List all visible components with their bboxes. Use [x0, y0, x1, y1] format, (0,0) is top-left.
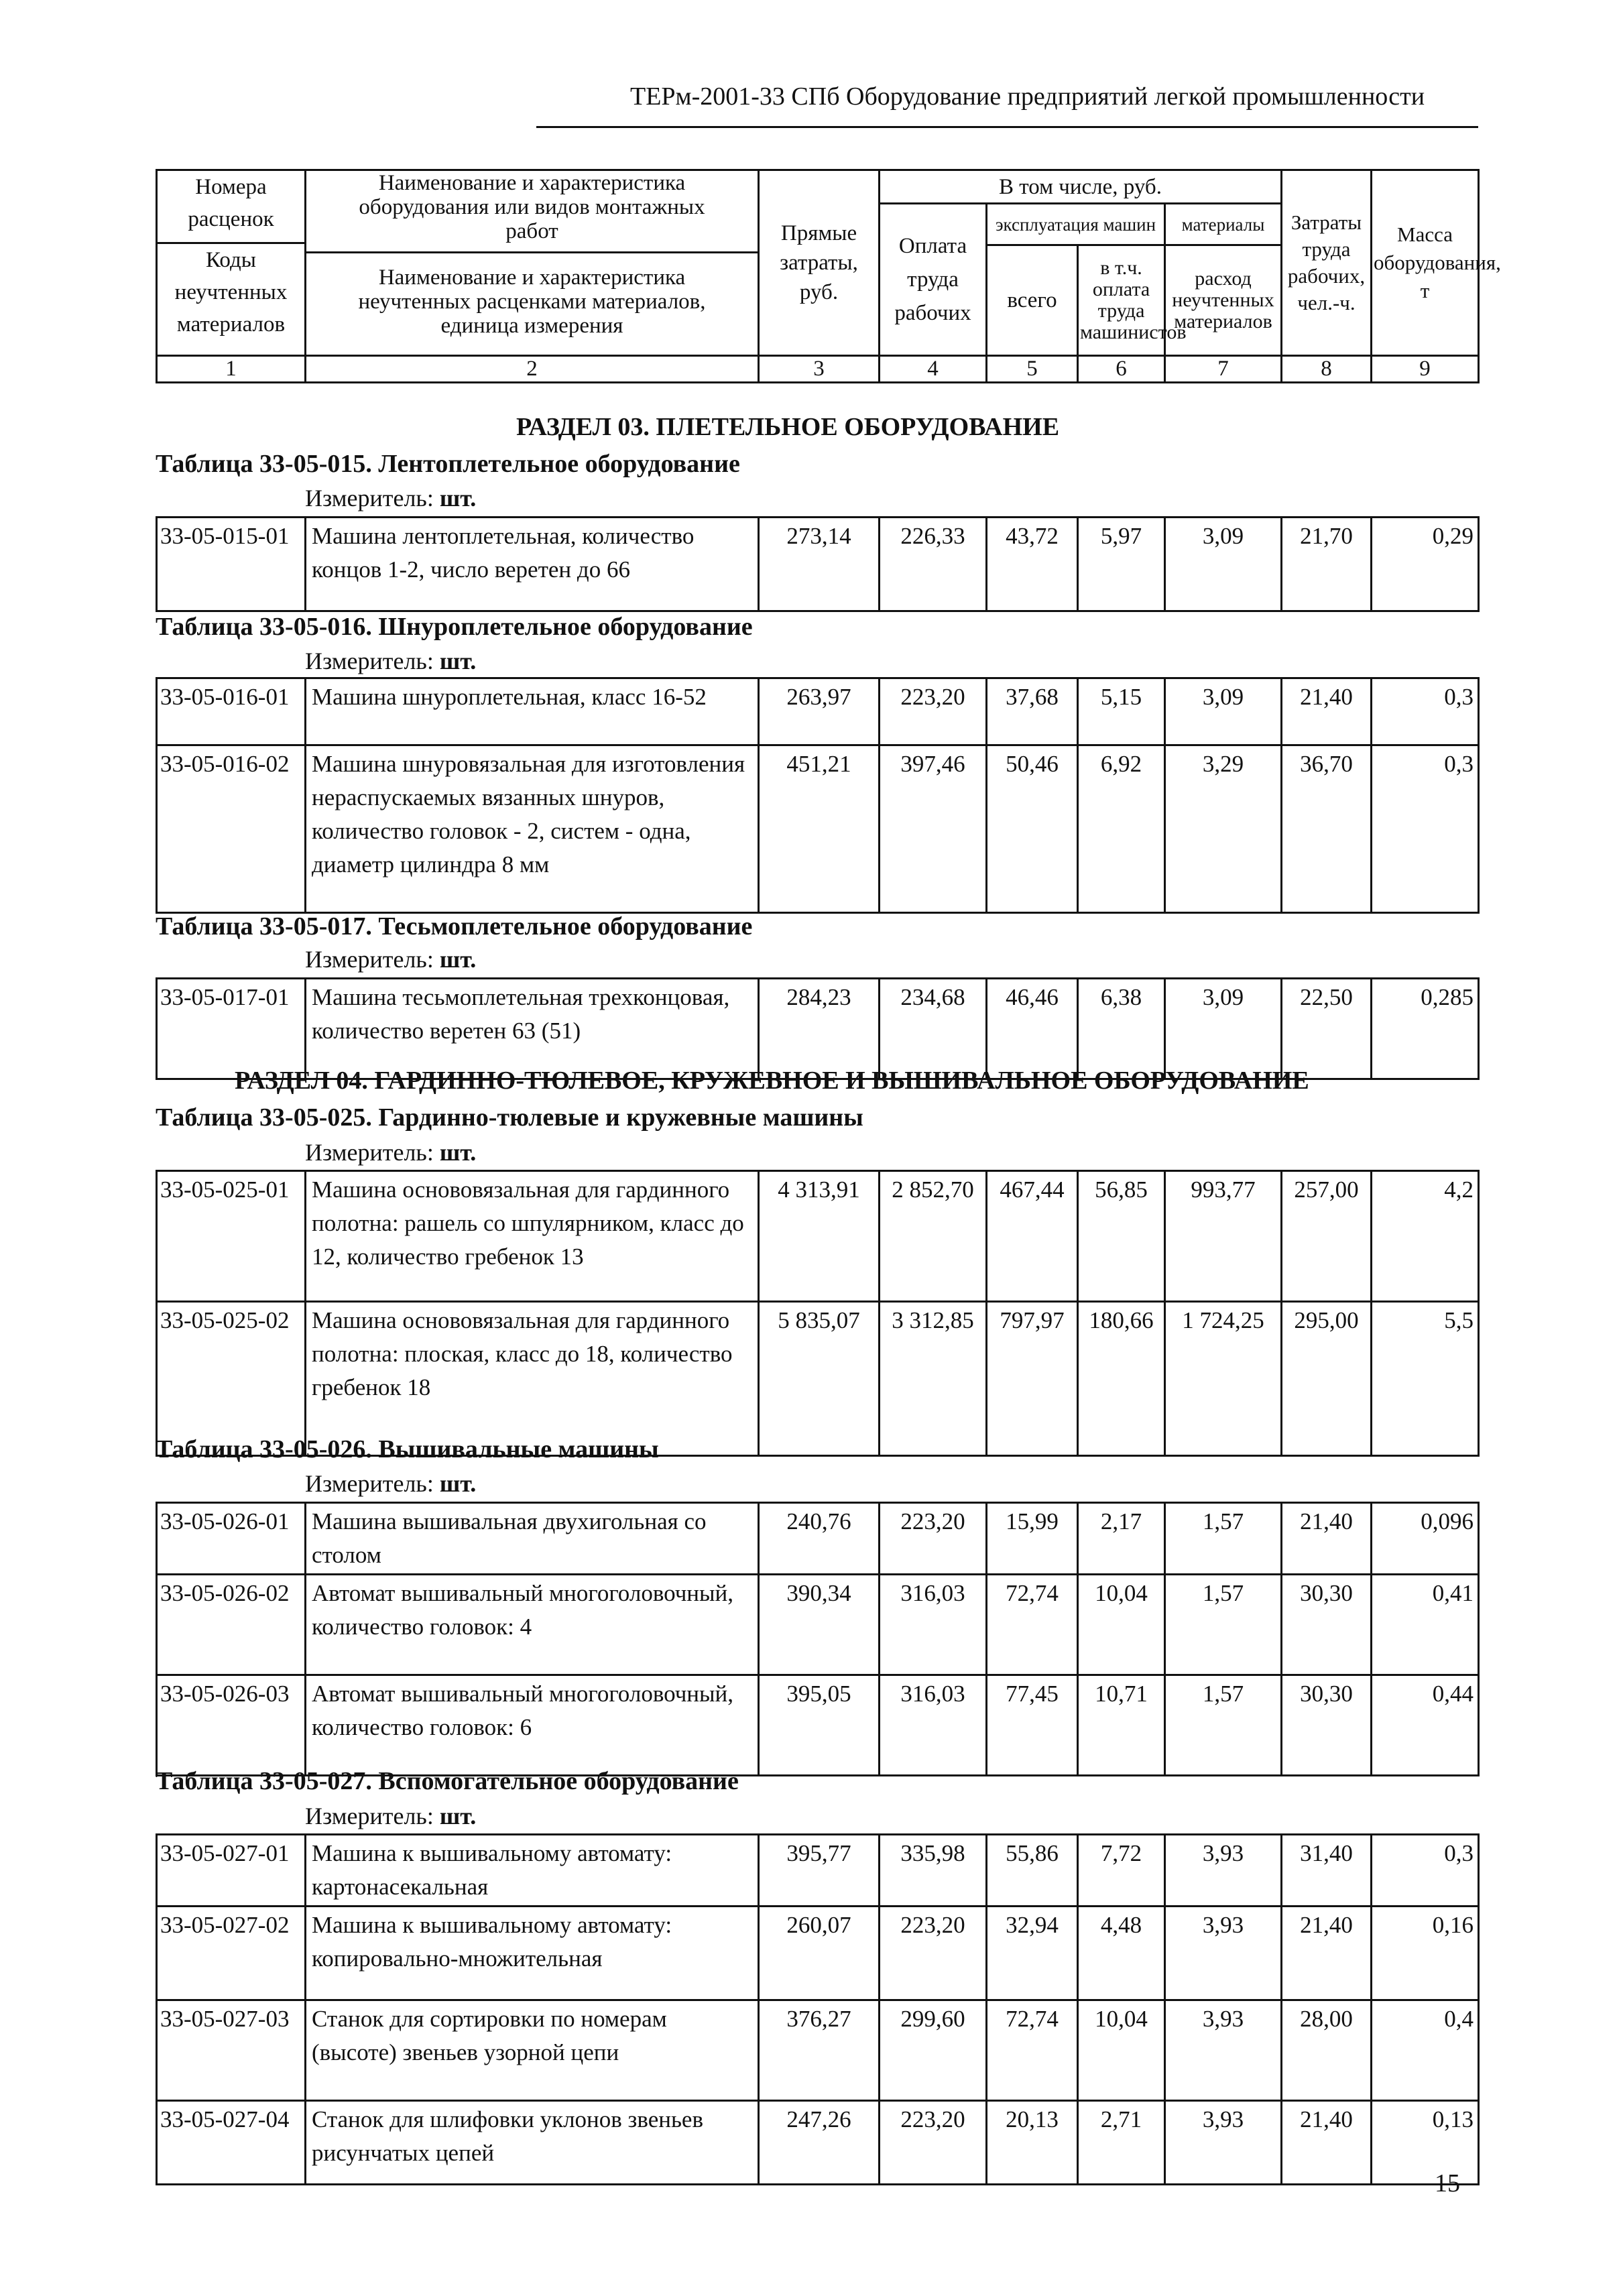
table-row — [157, 518, 1479, 611]
wage-value: 234,68 — [880, 979, 987, 1079]
col-wage-header: Оплата труда рабочих — [880, 204, 987, 356]
col-number: 8 — [1282, 356, 1372, 383]
col-direct-cost-header: Прямые затраты, руб. — [759, 170, 880, 356]
materials-value: 1,57 — [1165, 1575, 1282, 1675]
machines-total-value: 72,74 — [987, 2000, 1078, 2101]
unit-label: Измеритель: — [305, 648, 434, 674]
materials-value: 3,09 — [1165, 518, 1282, 611]
table-row — [157, 1835, 1479, 1907]
table-title: Таблица 33-05-016. Шнуроплетельное оборудование — [156, 613, 753, 641]
materials-value: 3,93 — [1165, 1835, 1282, 1907]
table-title: Таблица 33-05-025. Гардинно-тюлевые и кружевные машины — [156, 1103, 863, 1132]
page-number: 15 — [1435, 2169, 1460, 2197]
table-row — [157, 979, 1479, 1079]
table-title: Таблица 33-05-015. Лентоплетельное оборудование — [156, 450, 740, 478]
table-title: Таблица 33-05-017. Тесьмоплетельное оборудование — [156, 912, 753, 941]
col-machines-total-header: всего — [987, 245, 1078, 356]
labor-hours-value: 21,70 — [1282, 518, 1372, 611]
rate-code: 33-05-025-02 — [157, 1302, 306, 1456]
machines-total-value: 72,74 — [987, 1575, 1078, 1675]
table-row — [157, 1675, 1479, 1776]
col-material-code-label: Коды неучтенных материалов — [174, 248, 288, 337]
labor-hours-value: 21,40 — [1282, 678, 1372, 745]
direct-cost-value: 273,14 — [759, 518, 880, 611]
col-number: 5 — [987, 356, 1078, 383]
materials-value: 3,93 — [1165, 2101, 1282, 2185]
equipment-name: Машина основовязальная для гардинного полотна: рашель со шпулярником, класс до 12, количество гребенок 13 — [306, 1171, 759, 1302]
direct-cost-value: 284,23 — [759, 979, 880, 1079]
table-row — [157, 1302, 1479, 1456]
price-table — [156, 1502, 1480, 1776]
page-header: ТЕРм-2001-33 СПб Оборудование предприятий легкой промышленности — [630, 82, 1425, 111]
labor-hours-value: 21,40 — [1282, 1907, 1372, 2000]
unit-line — [305, 945, 476, 973]
materials-value: 3,93 — [1165, 1907, 1282, 2000]
wage-value: 397,46 — [880, 745, 987, 913]
direct-cost-value: 260,07 — [759, 1907, 880, 2000]
equipment-name: Машина шнуроплетельная, класс 16-52 — [306, 678, 759, 745]
equipment-name: Машина лентоплетельная, количество концов 1-2, число веретен до 66 — [306, 518, 759, 611]
operator-wage-value: 10,04 — [1078, 1575, 1165, 1675]
operator-wage-value: 6,38 — [1078, 979, 1165, 1079]
materials-value: 3,93 — [1165, 2000, 1282, 2101]
mass-value: 0,16 — [1372, 1907, 1479, 2000]
mass-value: 5,5 — [1372, 1302, 1479, 1456]
machines-total-value: 50,46 — [987, 745, 1078, 913]
direct-cost-value: 4 313,91 — [759, 1171, 880, 1302]
col-number: 1 — [157, 356, 306, 383]
unit-line — [305, 1802, 476, 1830]
direct-cost-value: 5 835,07 — [759, 1302, 880, 1456]
unit-value: шт. — [439, 946, 477, 973]
machines-total-value: 467,44 — [987, 1171, 1078, 1302]
table-row — [157, 1907, 1479, 2000]
unit-label: Измеритель: — [305, 1803, 434, 1829]
unit-line — [305, 647, 476, 675]
rate-code: 33-05-026-02 — [157, 1575, 306, 1675]
direct-cost-value: 390,34 — [759, 1575, 880, 1675]
operator-wage-value: 7,72 — [1078, 1835, 1165, 1907]
col-name-header — [306, 170, 759, 356]
wage-value: 223,20 — [880, 1503, 987, 1575]
section-heading-03: РАЗДЕЛ 03. ПЛЕТЕЛЬНОЕ ОБОРУДОВАНИЕ — [516, 413, 1060, 441]
labor-hours-value: 28,00 — [1282, 2000, 1372, 2101]
wage-value: 2 852,70 — [880, 1171, 987, 1302]
equipment-name: Машина основовязальная для гардинного полотна: плоская, класс до 18, количество гребенок 18 — [306, 1302, 759, 1456]
wage-value: 299,60 — [880, 2000, 987, 2101]
wage-value: 226,33 — [880, 518, 987, 611]
header-rule — [536, 126, 1478, 128]
mass-value: 0,41 — [1372, 1575, 1479, 1675]
operator-wage-value: 10,71 — [1078, 1675, 1165, 1776]
unit-label: Измеритель: — [305, 1139, 434, 1166]
machines-total-value: 77,45 — [987, 1675, 1078, 1776]
section-heading-04: РАЗДЕЛ 04. ГАРДИННО-ТЮЛЕВОЕ, КРУЖЕВНОЕ И ВЫШИВАЛЬНОЕ ОБОРУДОВАНИЕ — [235, 1067, 1309, 1095]
operator-wage-value: 5,15 — [1078, 678, 1165, 745]
col-name-label: Наименование и характеристика оборудования или видов монтажных работ — [359, 171, 705, 243]
machines-total-value: 20,13 — [987, 2101, 1078, 2185]
col-operator-wage-header: в т.ч. оплата труда машинистов — [1078, 245, 1165, 356]
col-incl-header: В том числе, руб. — [880, 170, 1282, 204]
materials-value: 1,57 — [1165, 1503, 1282, 1575]
mass-value: 0,3 — [1372, 1835, 1479, 1907]
direct-cost-value: 451,21 — [759, 745, 880, 913]
unit-label: Измеритель: — [305, 1470, 434, 1497]
wage-value: 3 312,85 — [880, 1302, 987, 1456]
direct-cost-value: 240,76 — [759, 1503, 880, 1575]
mass-value: 0,44 — [1372, 1675, 1479, 1776]
operator-wage-value: 2,71 — [1078, 2101, 1165, 2185]
equipment-name: Машина к вышивальному автомату: картонасекальная — [306, 1835, 759, 1907]
labor-hours-value: 36,70 — [1282, 745, 1372, 913]
col-material-name-label: Наименование и характеристика неучтенных расценками материалов, единица измерения — [358, 265, 706, 338]
equipment-name: Машина тесьмоплетельная трехконцовая, количество веретен 63 (51) — [306, 979, 759, 1079]
mass-value: 4,2 — [1372, 1171, 1479, 1302]
col-number: 3 — [759, 356, 880, 383]
unit-line — [305, 484, 476, 512]
labor-hours-value: 30,30 — [1282, 1675, 1372, 1776]
equipment-name: Автомат вышивальный многоголовочный, количество головок: 4 — [306, 1575, 759, 1675]
operator-wage-value: 2,17 — [1078, 1503, 1165, 1575]
mass-value: 0,3 — [1372, 678, 1479, 745]
col-code-header — [157, 170, 306, 356]
machines-total-value: 32,94 — [987, 1907, 1078, 2000]
operator-wage-value: 56,85 — [1078, 1171, 1165, 1302]
table-row — [157, 1575, 1479, 1675]
column-number-row — [157, 356, 1479, 383]
unit-value: шт. — [439, 485, 477, 511]
unit-value: шт. — [439, 1470, 477, 1497]
wage-value: 223,20 — [880, 1907, 987, 2000]
price-table — [156, 677, 1480, 914]
table-row — [157, 745, 1479, 913]
equipment-name: Машина вышивальная двухигольная со столом — [306, 1503, 759, 1575]
labor-hours-value: 21,40 — [1282, 2101, 1372, 2185]
col-number: 6 — [1078, 356, 1165, 383]
materials-value: 3,29 — [1165, 745, 1282, 913]
operator-wage-value: 6,92 — [1078, 745, 1165, 913]
machines-total-value: 797,97 — [987, 1302, 1078, 1456]
equipment-name: Машина к вышивальному автомату: копировально-множительная — [306, 1907, 759, 2000]
col-name-divider — [306, 251, 758, 253]
table-row — [157, 1171, 1479, 1302]
unit-label: Измеритель: — [305, 946, 434, 973]
rate-code: 33-05-027-04 — [157, 2101, 306, 2185]
col-number: 4 — [880, 356, 987, 383]
materials-value: 1 724,25 — [1165, 1302, 1282, 1456]
direct-cost-value: 395,77 — [759, 1835, 880, 1907]
table-row — [157, 2101, 1479, 2185]
unit-line — [305, 1469, 476, 1498]
operator-wage-value: 10,04 — [1078, 2000, 1165, 2101]
unit-label: Измеритель: — [305, 485, 434, 511]
materials-value: 1,57 — [1165, 1675, 1282, 1776]
machines-total-value: 37,68 — [987, 678, 1078, 745]
unit-value: шт. — [439, 648, 477, 674]
unit-value: шт. — [439, 1803, 477, 1829]
table-title: Таблица 33-05-027. Вспомогательное оборудование — [156, 1767, 739, 1795]
mass-value: 0,4 — [1372, 2000, 1479, 2101]
operator-wage-value: 180,66 — [1078, 1302, 1165, 1456]
col-number: 9 — [1372, 356, 1479, 383]
mass-value: 0,285 — [1372, 979, 1479, 1079]
price-table — [156, 1170, 1480, 1457]
price-table — [156, 516, 1480, 612]
materials-value: 3,09 — [1165, 678, 1282, 745]
col-material-usage-header: расход неучтенных материалов — [1165, 245, 1282, 356]
col-mass-header: Масса оборудования, т — [1372, 170, 1479, 356]
price-table — [156, 1833, 1480, 2185]
rate-code: 33-05-015-01 — [157, 518, 306, 611]
table-row — [157, 678, 1479, 745]
col-materials-header: материалы — [1165, 204, 1282, 245]
machines-total-value: 46,46 — [987, 979, 1078, 1079]
operator-wage-value: 4,48 — [1078, 1907, 1165, 2000]
equipment-name: Автомат вышивальный многоголовочный, количество головок: 6 — [306, 1675, 759, 1776]
wage-value: 223,20 — [880, 2101, 987, 2185]
labor-hours-value: 31,40 — [1282, 1835, 1372, 1907]
labor-hours-value: 22,50 — [1282, 979, 1372, 1079]
wage-value: 316,03 — [880, 1675, 987, 1776]
rate-code: 33-05-016-02 — [157, 745, 306, 913]
direct-cost-value: 247,26 — [759, 2101, 880, 2185]
machines-total-value: 15,99 — [987, 1503, 1078, 1575]
direct-cost-value: 263,97 — [759, 678, 880, 745]
labor-hours-value: 257,00 — [1282, 1171, 1372, 1302]
unit-line — [305, 1138, 476, 1166]
rate-code: 33-05-027-03 — [157, 2000, 306, 2101]
mass-value: 0,3 — [1372, 745, 1479, 913]
col-machines-header: эксплуатация машин — [987, 204, 1165, 245]
labor-hours-value: 295,00 — [1282, 1302, 1372, 1456]
rate-code: 33-05-027-01 — [157, 1835, 306, 1907]
wage-value: 223,20 — [880, 678, 987, 745]
rate-code: 33-05-027-02 — [157, 1907, 306, 2000]
price-table — [156, 977, 1480, 1080]
equipment-name: Станок для сортировки по номерам (высоте) звеньев узорной цепи — [306, 2000, 759, 2101]
wage-value: 316,03 — [880, 1575, 987, 1675]
labor-hours-value: 21,40 — [1282, 1503, 1372, 1575]
mass-value: 0,29 — [1372, 518, 1479, 611]
col-number: 2 — [306, 356, 759, 383]
table-title: Таблица 33-05-026. Вышивальные машины — [156, 1435, 659, 1463]
direct-cost-value: 395,05 — [759, 1675, 880, 1776]
mass-value: 0,096 — [1372, 1503, 1479, 1575]
column-header-table — [156, 169, 1501, 383]
direct-cost-value: 376,27 — [759, 2000, 880, 2101]
rate-code: 33-05-016-01 — [157, 678, 306, 745]
mass-value: 0,13 — [1372, 2101, 1479, 2185]
materials-value: 3,09 — [1165, 979, 1282, 1079]
machines-total-value: 43,72 — [987, 518, 1078, 611]
operator-wage-value: 5,97 — [1078, 518, 1165, 611]
rate-code: 33-05-017-01 — [157, 979, 306, 1079]
equipment-name: Машина шнуровязальная для изготовления нераспускаемых вязанных шнуров, количество головок - 2, систем - одна, диаметр цилиндра 8 мм — [306, 745, 759, 913]
table-row — [157, 2000, 1479, 2101]
machines-total-value: 55,86 — [987, 1835, 1078, 1907]
col-number: 7 — [1165, 356, 1282, 383]
col-labor-hours-header: Затраты труда рабочих, чел.-ч. — [1282, 170, 1372, 356]
rate-code: 33-05-025-01 — [157, 1171, 306, 1302]
labor-hours-value: 30,30 — [1282, 1575, 1372, 1675]
wage-value: 335,98 — [880, 1835, 987, 1907]
table-row — [157, 1503, 1479, 1575]
rate-code: 33-05-026-01 — [157, 1503, 306, 1575]
rate-code: 33-05-026-03 — [157, 1675, 306, 1776]
unit-value: шт. — [439, 1139, 477, 1166]
materials-value: 993,77 — [1165, 1171, 1282, 1302]
col-code-label: Номера расценок — [188, 175, 274, 231]
equipment-name: Станок для шлифовки уклонов звеньев рисунчатых цепей — [306, 2101, 759, 2185]
